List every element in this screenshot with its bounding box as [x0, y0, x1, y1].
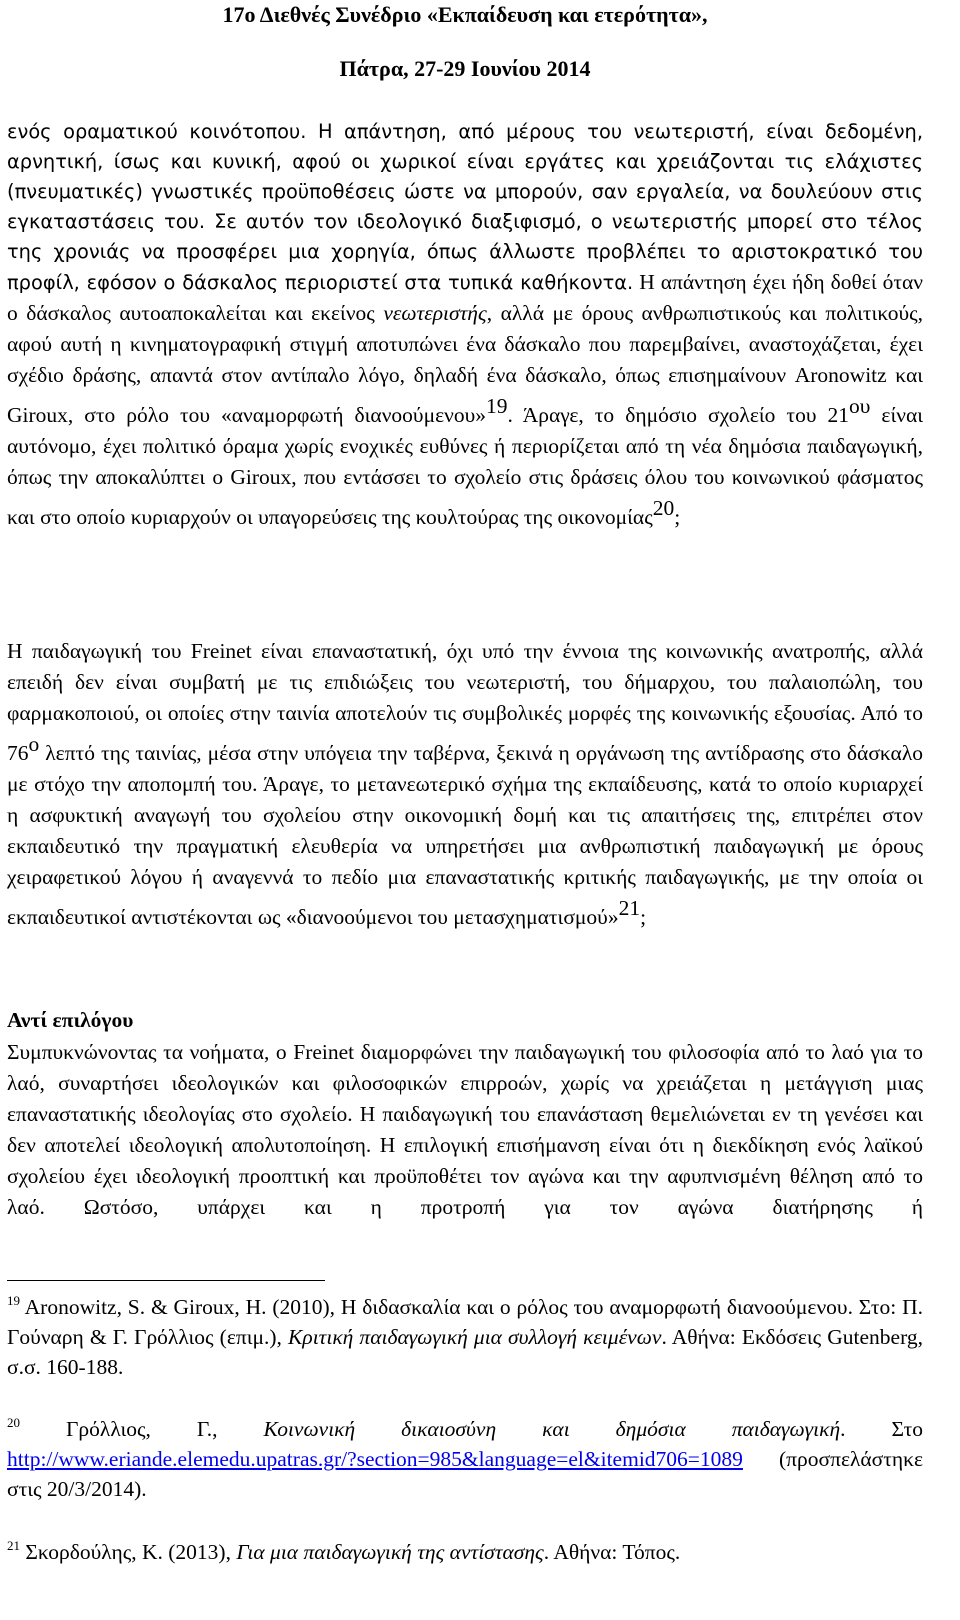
paragraph-2-part-2: λεπτό της ταινίας, μέσα στην υπόγεια την ταβέρνα, ξεκινά η οργάνωση της αντίδρασης στο δάσκαλο με στόχο την αποπομπή του. — [7, 741, 923, 796]
ordinal-superscript: ου — [848, 394, 871, 418]
footnote-text: Γρόλλιος, Γ., — [20, 1417, 264, 1441]
paragraph-1-part-5: είναι αυτόνομο, έχει πολιτικό όραμα χωρίς ενοχικές ευθύνες ή περιορίζεται από τη νέα δημόσια παιδαγωγική, όπως την αποκαλύπτει ο Giroux, που εντάσσει το σχολείο στις δράσεις όλου του κοινωνικού φάσματος και στο οποίο κυριαρχούν οι υπαγορεύσεις της κουλτούρας της οικονομίας — [7, 403, 923, 529]
footnote-number: 19 — [7, 1293, 20, 1308]
footnote-italic-title: Για μια παιδαγωγική της αντίστασης — [236, 1540, 544, 1564]
footnote-italic-title: Κριτική παιδαγωγική μια συλλογή κειμένων — [288, 1325, 662, 1349]
paragraph-1-part-2: Η απάντηση έχει ήδη δοθεί όταν ο δάσκαλος αυτοαποκαλείται και εκείνος — [7, 270, 924, 325]
footnote-text-mid: . Στο — [840, 1417, 923, 1441]
paragraph-1-part-6: ; — [674, 505, 681, 529]
paragraph-3-text: Συμπυκνώνοντας τα νοήματα, ο Freinet διαμορφώνει την παιδαγωγική του φιλοσοφία από το λαό για το λαό, συναρτήσει ιδεολογικών και φιλοσοφικών επιρροών, χωρίς να χρειάζεται η μετάγγιση μιας επαναστατικής ιδεολογίας στο σχολείο. Η παιδαγωγική του επανάσταση θεμελιώνεται εν τη γενέσει και δεν αποτελεί ιδεολογική απολυτοποίηση. Η επιλογική επισήμανση είναι ότι η διεκδίκηση ενός λαϊκού σχολείου έχει ιδεολογική προοπτική και προϋποθέτει τον αγώνα και την αφυπνισμένη θέληση από το λαό. Ωστόσο, υπάρχει και η προτροπή για τον αγώνα διατήρησης ή — [7, 1040, 923, 1219]
footnote-italic-title: Κοινωνική δικαιοσύνη και δημόσια παιδαγωγική — [263, 1417, 841, 1441]
footnote-text: Aronowitz, S. & Giroux, H. (2010), Η διδασκαλία και ο ρόλος του αναμορφωτή διανοούμενου. Στο: Π. Γούναρη & Γ. Γρόλλιος (επιμ.), — [7, 1295, 923, 1349]
paragraph-2 — [7, 636, 923, 933]
paragraph-2-part-1: Η παιδαγωγική του Freinet είναι επαναστατική, όχι υπό την έννοια της κοινωνικής ανατροπής, αλλά επειδή δεν είναι συμβατή με τις επιδιώξεις του νεωτεριστή, του δήμαρχου, του παλαιοπώλη, του φαρμακοποιού, οι οποίες στην ταινία αποτελούν τις συμβολικές μορφές της κοινωνικής εξουσίας. Από το 76 — [7, 639, 923, 765]
footnote-ref-21[interactable]: 21 — [618, 896, 641, 920]
section-heading: Αντί επιλόγου — [7, 1008, 134, 1032]
footnote-number: 21 — [7, 1538, 20, 1553]
ordinal-superscript-2: ο — [28, 732, 40, 756]
footnote-ref-20[interactable]: 20 — [652, 496, 675, 520]
footnote-21 — [7, 1537, 923, 1567]
footnote-text: Σκορδούλης, Κ. (2013), — [20, 1540, 237, 1564]
footnote-number: 20 — [7, 1415, 20, 1430]
footnote-ref-19[interactable]: 19 — [486, 394, 508, 418]
footnote-19 — [7, 1292, 923, 1382]
paragraph-2-part-4: ; — [640, 905, 647, 929]
conference-header-title: 17ο Διεθνές Συνέδριο «Εκπαίδευση και ετερότητα», — [222, 2, 708, 27]
footnote-20 — [7, 1414, 923, 1504]
paragraph-1 — [7, 117, 923, 533]
paragraph-1-italic-term: νεωτεριστής — [383, 301, 487, 325]
footnote-text-end: . Αθήνα: Τόπος. — [543, 1540, 681, 1564]
paragraph-1-part-4: . Άραγε, το δημόσιο σχολείο του 21 — [507, 403, 849, 427]
conference-header-dates: Πάτρα, 27-29 Ιουνίου 2014 — [339, 56, 591, 81]
footnote-separator — [7, 1280, 325, 1281]
paragraph-1-part-3: , αλλά με όρους ανθρωπιστικούς και πολιτικούς, αφού αυτή η κινηματογραφική στιγμή αποτυπώνει ένα δάσκαλο που παρεμβαίνει, αναστοχάζεται, έχει σχέδιο δράσης, απαντά στον αντίπαλο λόγο, δηλαδή ένα δάσκαλο, όπως επισημαίνουν Aronowitz και Giroux, στο ρόλο του «αναμορφωτή διανοούμενου» — [7, 301, 923, 427]
paragraph-2-part-3: Άραγε, το μετανεωτερικό σχήμα της εκπαίδευσης, κατά το οποίο κυριαρχεί η ασφυκτική αναγωγή του σχολείου στην οικονομική δομή και τις απαιτήσεις της, επιτρέπει στον εκπαιδευτικό την πραγματική ελευθερία να υπηρετήσει μια ανθρωπιστική παιδαγωγική με όρους χειραφετικού λόγου ή αναγεννά το πεδίο μια επαναστατικής κριτικής παιδαγωγικής, με την οποία οι εκπαιδευτικοί αντιστέκονται ως «διανοούμενοι του μετασχηματισμού» — [7, 772, 923, 929]
paragraph-3 — [7, 1037, 923, 1223]
footnote-url-link[interactable]: http://www.eriande.elemedu.upatras.gr/?section=985&language=el&itemid706=1089 — [7, 1447, 743, 1471]
footnote-text-end: . Αθήνα: Εκδόσεις Gutenberg, σ.σ. 160-188. — [7, 1325, 923, 1379]
paragraph-1-part-1: ενός οραματικού κοινότοπου. Η απάντηση, από μέρους του νεωτεριστή, είναι δεδομένη, αρνητική, ίσως και κυνική, αφού οι χωρικοί είναι εργάτες και χρειάζονται τις ελάχιστες (πνευματικές) γνωστικές προϋποθέσεις ώστε να μπορούν, σαν εργαλεία, να δουλεύουν στις εγκαταστάσεις του. Σε αυτόν τον ιδεολογικό διαξιφισμό, ο νεωτεριστής μπορεί στο τέλος της χρονιάς να προσφέρει μια χορηγία, όπως άλλωστε προβλέπει το αριστοκρατικό του προφίλ, εφόσον ο δάσκαλος περιοριστεί στα τυπικά καθήκοντα. — [7, 120, 923, 294]
footnote-text-end: (προσπελάστηκε στις 20/3/2014). — [7, 1447, 923, 1501]
